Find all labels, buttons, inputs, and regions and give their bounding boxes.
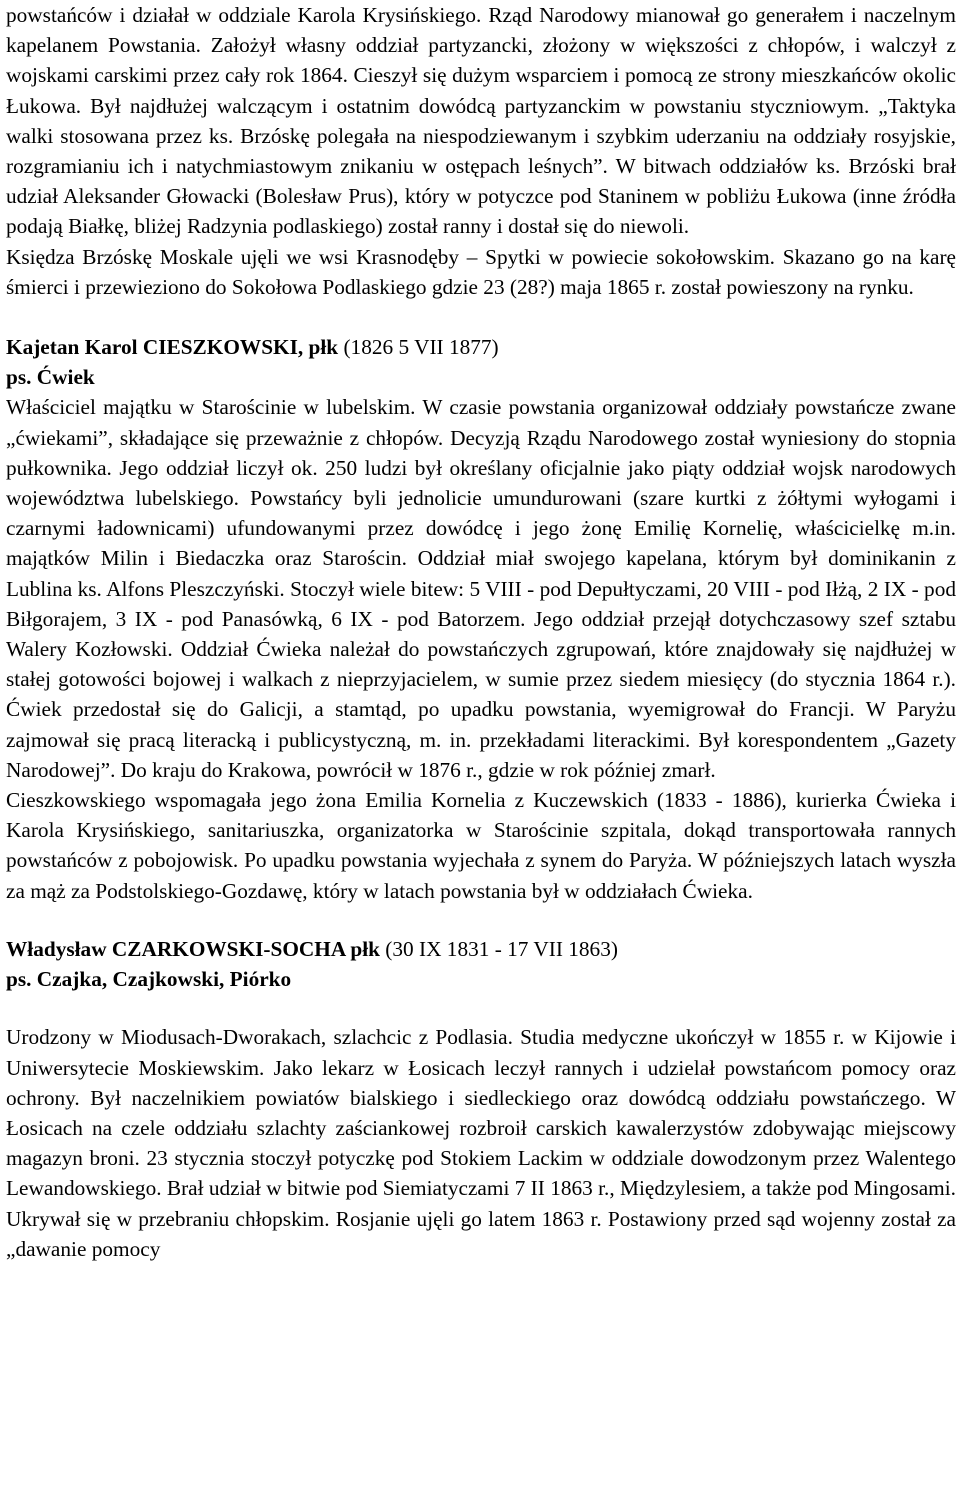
cieszkowski-paragraph: Właściciel majątku w Starościnie w lubelskim. W czasie powstania organizował oddziały powstańcze zwane „ćwiekami”, składające się przeważnie z chłopów. Decyzją Rządu Narodowego został wyniesiony do stopnia pułkownika. Jego oddział liczył ok. 250 ludzi był określany oficjalnie jako piąty oddział wojsk narodowych województwa lubelskiego. Powstańcy byli jednolicie umundurowani (szare kurtki z żółtymi wyłogami i czarnymi ładownicami) ufundowanymi przez dowódcę i jego żonę Emilię Kornelię, właścicielkę m.in. majątków Milin i Biedaczka oraz Starościn. Oddział miał swojego kapelana, którym był dominikanin z Lublina ks. Alfons Pleszczyński. Stoczył wiele bitew: 5 VIII - pod Depułtyczami, 20 VIII - pod Iłżą, 2 IX - pod Biłgorajem, 3 IX - pod Panasówką, 6 IX - pod Batorzem. Jego oddział przejął dotychczasowy szef sztabu Walery Kozłowski. Oddział Ćwieka należał do powstańczych zgrupowań, które znajdowały się najdłużej w stałej gotowości bojowej i walkach z nieprzyjacielem, w sumie przez siedem miesięcy (do stycznia 1864 r.). Ćwiek przedostał się do Galicji, a stamtąd, po upadku powstania, wyemigrował do Francji. W Paryżu zajmował się pracą literacką i publicystyczną, m. in. przekładami literackimi. Był korespondentem „Gazety Narodowej”. Do kraju do Krakowa, powrócił w 1876 r., gdzie w rok później zmarł.: [6, 395, 956, 782]
section-spacer: [6, 906, 956, 934]
cieszkowski-name: Kajetan Karol CIESZKOWSKI, płk: [6, 335, 339, 360]
czarkowski-name: Władysław CZARKOWSKI-SOCHA płk: [6, 936, 380, 961]
section-spacer: [6, 994, 956, 1022]
czarkowski-dates: (30 IX 1831 - 17 VII 1863): [379, 936, 618, 961]
intro-paragraph: powstańców i działał w oddziale Karola Krysińskiego. Rząd Narodowy mianował go generałem i naczelnym kapelanem Powstania. Założył własny oddział partyzancki, złożony w większości z chłopów, i walczył z wojskami carskimi przez cały rok 1864. Cieszył się dużym wsparciem i pomocą ze strony mieszkańców okolic Łukowa. Był najdłużej walczącym i ostatnim dowódcą partyzanckim w powstaniu styczniowym. „Taktyka walki stosowana przez ks. Brzóskę polegała na niespodziewanym i szybkim uderzaniu na oddziały rosyjskie, rozgramianiu ich i natychmiastowym znikaniu w ostępach leśnych”. W bitwach oddziałów ks. Brzóski brał udział Aleksander Głowacki (Bolesław Prus), który w potyczce pod Staninem w pobliżu Łukowa (inne źródła podają Białkę, bliżej Radzynia podlaskiego) został ranny i dostał się do niewoli.: [6, 3, 956, 239]
cieszkowski-pseudonym: ps. Ćwiek: [6, 365, 95, 390]
cieszkowski-dates: (1826 5 VII 1877): [338, 335, 499, 360]
czarkowski-heading: [6, 934, 956, 964]
cieszkowski-paragraph-2: Cieszkowskiego wspomagała jego żona Emilia Kornelia z Kuczewskich (1833 - 1886), kurierka Ćwieka i Karola Krysińskiego, sanitariuszka, organizatorka w Starościnie szpitala, dokąd transportowała rannych powstańców z pobojowisk. Po upadku powstania wyjechała z synem do Paryża. W późniejszych latach wyszła za mąż za Podstolskiego-Gozdawę, który w latach powstania był w oddziałach Ćwieka.: [6, 788, 956, 903]
document-page: [6, 0, 956, 1264]
section-spacer: [6, 302, 956, 332]
cieszkowski-heading: [6, 332, 956, 362]
czarkowski-pseudonym: ps. Czajka, Czajkowski, Piórko: [6, 967, 292, 992]
intro-paragraph-2: Księdza Brzóskę Moskale ujęli we wsi Krasnodęby – Spytki w powiecie sokołowskim. Skazano go na karę śmierci i przewieziono do Sokołowa Podlaskiego gdzie 23 (28?) maja 1865 r. został powieszony na rynku.: [6, 244, 956, 299]
czarkowski-paragraph: Urodzony w Miodusach-Dworakach, szlachcic z Podlasia. Studia medyczne ukończył w 1855 r. w Kijowie i Uniwersytecie Moskiewskim. Jako lekarz w Łosicach leczył rannych i udzielał powstańcom pomocy oraz ochrony. Był naczelnikiem powiatów bialskiego i siedleckiego oraz dowódcą oddziału powstańczego. W Łosicach na czele oddziału szlachty zaściankowej rozbroił carskich kawalerzystów zdobywając miejscowy magazyn broni. 23 stycznia stoczył potyczkę pod Stokiem Lackim w oddziale dowodzonym przez Walentego Lewandowskiego. Brał udział w bitwie pod Siemiatyczami 7 II 1863 r., Międzylesiem, a także pod Mingosami. Ukrywał się w przebraniu chłopskim. Rosjanie ujęli go latem 1863 r. Postawiony przed sąd wojenny został za „dawanie pomocy: [6, 1025, 956, 1261]
